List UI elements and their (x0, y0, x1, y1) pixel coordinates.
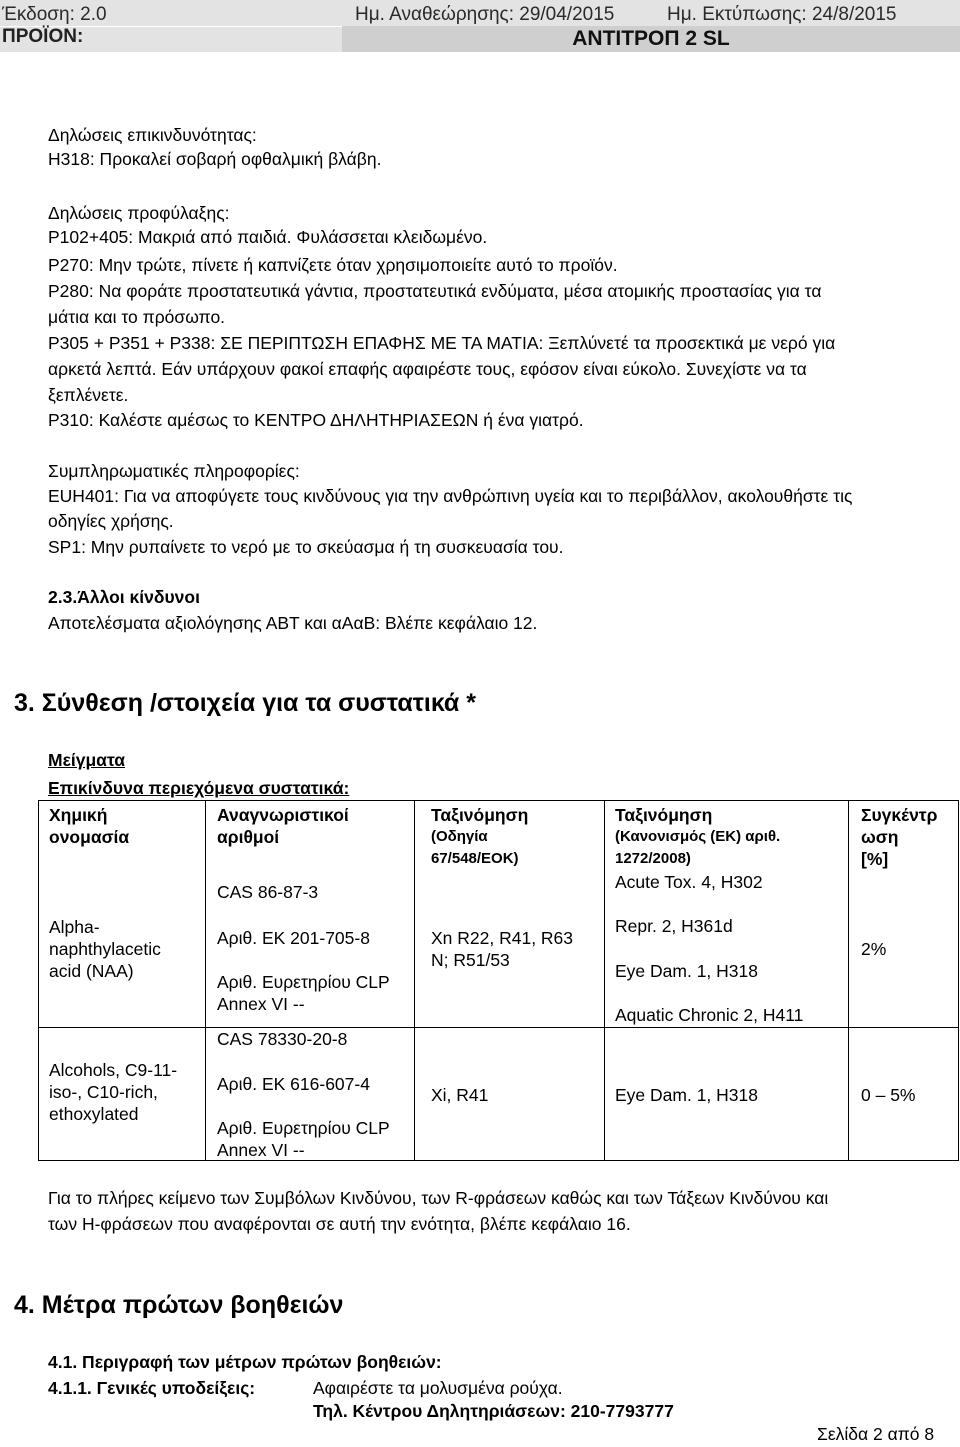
header-row-dates (0, 2, 960, 28)
other-hazards-text: Αποτελέσματα αξιολόγησης ΑΒΤ και αΑαΒ: Βλέπε κεφάλαιο 12. (48, 613, 538, 633)
other-hazards-title: Άλλοι κίνδυνοι (77, 587, 200, 607)
hazard-h318: H318: Προκαλεί σοβαρή οφθαλμική βλάβη. (48, 149, 382, 169)
col-header-identifiers (217, 804, 349, 848)
other-hazards-heading (48, 586, 200, 608)
row1-clp-index (217, 971, 390, 1015)
cell-text: Xn R22, R41, R63 (431, 928, 574, 948)
col-header-text: ονομασία (49, 827, 130, 847)
row2-chemical-name (49, 1059, 177, 1125)
header-row-product (0, 26, 960, 52)
col-header-text: 1272/2008) (615, 850, 691, 867)
row1-concentration: 2% (861, 939, 887, 959)
precaution-p280-cont: μάτια και το πρόσωπο. (48, 307, 226, 327)
section-3-note-cont: των Η-φράσεων που αναφέρονται σε αυτή την ενότητα, βλέπε κεφάλαιο 16. (48, 1214, 631, 1234)
page-number: Σελίδα 2 από 8 (817, 1424, 935, 1444)
col-header-classification-clp (615, 804, 780, 870)
row1-cas: CAS 86-87-3 (217, 882, 319, 902)
precaution-p305-cont: αρκετά λεπτά. Εάν υπάρχουν φακοί επαφής αφαιρέστε τους, εφόσον είναι εύκολο. Συνεχίστε να τα (48, 359, 807, 379)
cell-text: ethoxylated (49, 1104, 139, 1124)
supplementary-euh401-cont: οδηγίες χρήσης. (48, 511, 174, 531)
cell-text: Αριθ. Ευρετηρίου CLP (217, 1118, 390, 1138)
row1-chemical-name (49, 916, 161, 982)
table-row-divider (39, 1027, 958, 1028)
section-4-1-1-label: 4.1.1. Γενικές υποδείξεις: (48, 1378, 256, 1398)
row1-classification-dsd (431, 927, 573, 971)
cell-text: naphthylacetic (49, 939, 161, 959)
col-header-text: Ταξινόμηση (615, 805, 713, 825)
supplementary-sp1: SP1: Μην ρυπαίνετε το νερό με το σκεύασμα ή τη συσκευασία του. (48, 537, 564, 557)
row2-clp-eye-dam: Eye Dam. 1, H318 (615, 1085, 758, 1105)
other-hazards-number: 2.3. (48, 587, 78, 607)
precaution-p310: P310: Καλέστε αμέσως το ΚΕΝΤΡΟ ΔΗΛΗΤΗΡΙΑΣΕΩΝ ή ένα γιατρό. (48, 410, 584, 430)
col-header-text: Χημική (49, 805, 108, 825)
mixtures-label: Μείγματα (48, 750, 126, 770)
cell-text: Alcohols, C9-11- (49, 1060, 178, 1080)
section-4-1-heading: 4.1. Περιγραφή των μέτρων πρώτων βοηθειών: (48, 1352, 442, 1372)
cell-text: N; R51/53 (431, 950, 510, 970)
col-header-concentration (861, 804, 937, 870)
section-4-heading: 4. Μέτρα πρώτων βοηθειών (14, 1291, 344, 1319)
section-4-1-1-text: Αφαιρέστε τα μολυσμένα ρούχα. (313, 1378, 563, 1398)
table-col-divider (205, 801, 206, 1160)
col-header-chemical-name (49, 804, 129, 848)
col-header-text: αριθμοί (217, 827, 280, 847)
row1-clp-acute-tox: Acute Tox. 4, H302 (615, 872, 763, 892)
poison-center-phone: Τηλ. Κέντρου Δηλητηριάσεων: 210-7793777 (313, 1401, 674, 1421)
precaution-p270: P270: Μην τρώτε, πίνετε ή καπνίζετε όταν χρησιμοποιείτε αυτό το προϊόν. (48, 255, 618, 275)
supplementary-euh401: EUH401: Για να αποφύγετε τους κινδύνους για την ανθρώπινη υγεία και το περιβάλλον, ακολουθήστε τις (48, 486, 853, 506)
revision-date: Ημ. Αναθεώρησης: 29/04/2015 (355, 4, 615, 25)
table-col-divider (604, 801, 605, 1160)
precaution-p280: P280: Να φοράτε προστατευτικά γάντια, προστατευτικά ενδύματα, μέσα ατομικής προστασίας για τα (48, 281, 822, 301)
cell-text: Annex VI -- (217, 994, 305, 1014)
row1-ec-number: Αριθ. ΕΚ 201-705-8 (217, 928, 370, 948)
product-label: ΠΡΟΪΟΝ: (2, 26, 84, 47)
components-table (38, 800, 959, 1161)
row1-clp-eye-dam: Eye Dam. 1, H318 (615, 961, 758, 981)
col-header-text: (Κανονισμός (ΕΚ) αριθ. (615, 828, 781, 845)
table-col-divider (848, 801, 849, 1160)
col-header-text: [%] (861, 849, 889, 869)
edition-label: Έκδοση: 2.0 (2, 4, 107, 25)
row2-cas: CAS 78330-20-8 (217, 1029, 348, 1049)
document-header (0, 0, 960, 52)
col-header-text: ωση (861, 827, 899, 847)
row2-classification-dsd: Xi, R41 (431, 1085, 489, 1105)
section-3-heading: 3. Σύνθεση /στοιχεία για τα συστατικά * (14, 689, 476, 717)
hazard-statements-title: Δηλώσεις επικινδυνότητας: (48, 125, 257, 145)
col-header-text: Συγκέντρ (861, 805, 938, 825)
precaution-title: Δηλώσεις προφύλαξης: (48, 203, 230, 223)
supplementary-title: Συμπληρωματικές πληροφορίες: (48, 461, 300, 481)
row2-clp-index (217, 1117, 390, 1161)
col-header-text: (Οδηγία (431, 828, 488, 845)
row1-clp-aquatic: Aquatic Chronic 2, H411 (615, 1005, 804, 1025)
precaution-p305-cont2: ξεπλένετε. (48, 385, 129, 405)
cell-text: iso-, C10-rich, (49, 1082, 158, 1102)
row2-concentration: 0 – 5% (861, 1085, 916, 1105)
cell-text: Annex VI -- (217, 1140, 305, 1160)
col-header-classification-dsd (431, 804, 528, 870)
row1-clp-repr: Repr. 2, H361d (615, 916, 733, 936)
cell-text: Αριθ. Ευρετηρίου CLP (217, 972, 390, 992)
col-header-text: 67/548/ΕΟΚ) (431, 850, 519, 867)
print-date: Ημ. Εκτύπωσης: 24/8/2015 (667, 4, 897, 25)
cell-text: Alpha- (49, 917, 100, 937)
precaution-p305: P305 + P351 + P338: ΣΕ ΠΕΡΙΠΤΩΣΗ ΕΠΑΦΗΣ ΜΕ ΤΑ ΜΑΤΙΑ: Ξεπλύνετέ τα προσεκτικά με νερό για (48, 333, 836, 353)
row2-ec-number: Αριθ. ΕΚ 616-607-4 (217, 1074, 370, 1094)
section-3-note: Για το πλήρες κείμενο των Συμβόλων Κινδύνου, των R-φράσεων καθώς και των Τάξεων Κινδύνου και (48, 1188, 829, 1208)
product-name: ΑΝΤΙΤΡΟΠ 2 SL (342, 26, 960, 52)
col-header-text: Ταξινόμηση (431, 805, 529, 825)
table-col-divider (414, 801, 415, 1160)
cell-text: acid (NAA) (49, 961, 134, 981)
precaution-p102: P102+405: Μακριά από παιδιά. Φυλάσσεται κλειδωμένο. (48, 227, 488, 247)
col-header-text: Αναγνωριστικοί (217, 805, 349, 825)
hazardous-components-label: Επικίνδυνα περιεχόμενα συστατικά: (48, 778, 350, 798)
